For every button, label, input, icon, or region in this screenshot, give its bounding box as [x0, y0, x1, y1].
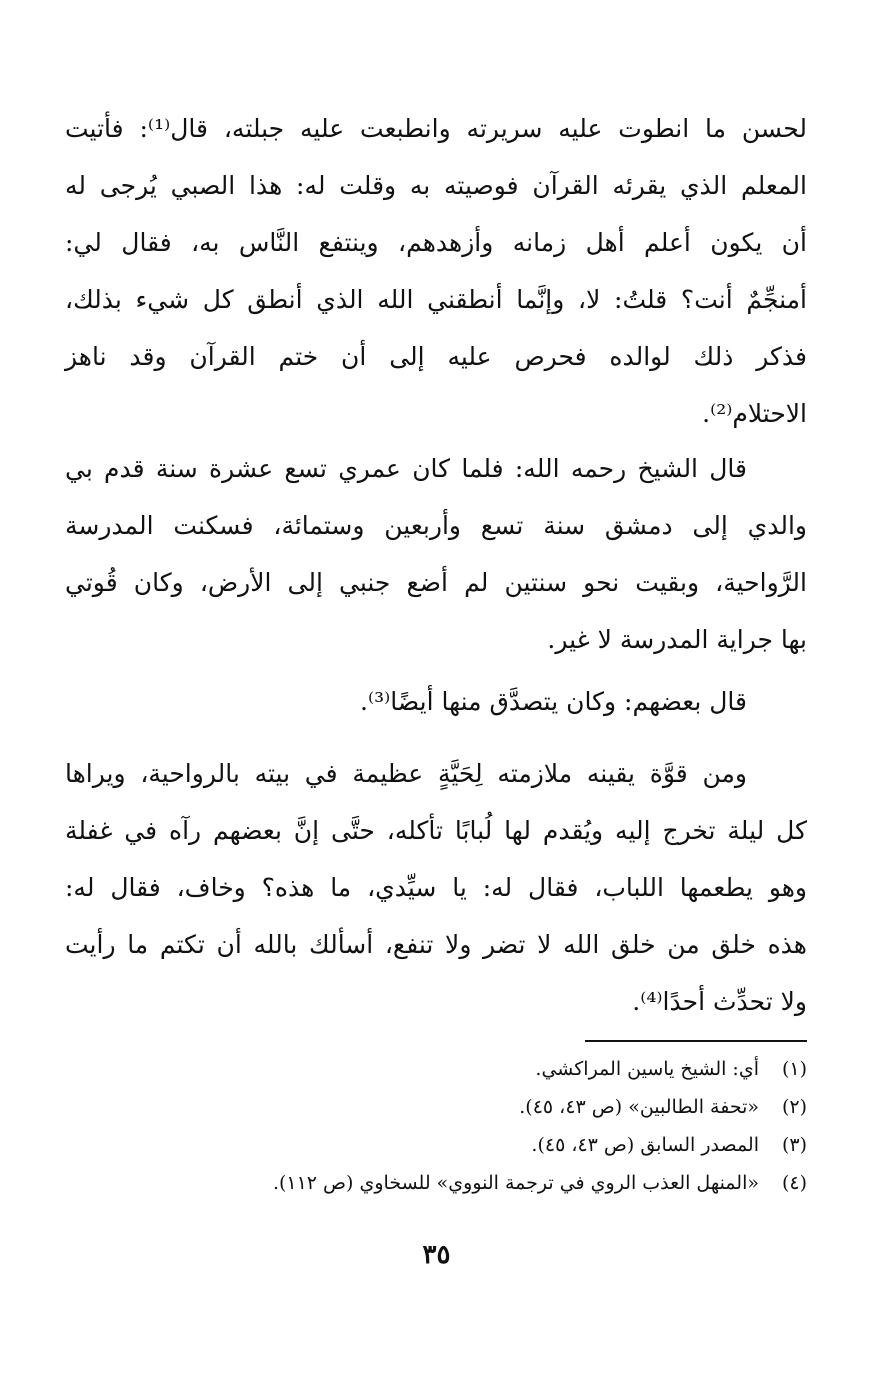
- footnote-text: «المنهل العذب الروي في ترجمة النووي» للسخاوي (ص ١١٢).: [272, 1172, 759, 1194]
- text-line: أن يكون أعلم أهل زمانه وأزهدهم، وينتفع النَّاس به، فقال لي:: [65, 228, 807, 257]
- text-line: لحسن ما انطوت عليه سريرته وانطبعت عليه جبلته، قال⁽¹⁾: فأتيت: [65, 114, 807, 143]
- text-line: والدي إلى دمشق سنة تسع وأربعين وستمائة، فسكنت المدرسة: [65, 511, 807, 540]
- footnote-text: المصدر السابق (ص ٤٣، ٤٥).: [531, 1134, 759, 1156]
- text-line: ومن قوَّة يقينه ملازمته لِحَيَّةٍ عظيمة في بيته بالرواحية، ويراها: [65, 759, 747, 788]
- footnote-number: (٣): [781, 1134, 807, 1156]
- footnote: [65, 1164, 807, 1202]
- body-paragraph: [65, 100, 807, 442]
- text-line: ولا تحدِّث أحدًا⁽⁴⁾.: [632, 987, 807, 1016]
- text-line: الرَّواحية، وبقيت نحو سنتين لم أضع جنبي إلى الأرض، وكان قُوتي: [65, 568, 807, 597]
- text-line: أمنجِّمٌ أنت؟ قلتُ: لا، وإنَّما أنطقني الله الذي أنطق كل شيء بذلك،: [65, 285, 807, 314]
- footnotes: [65, 1050, 807, 1202]
- footnote-number: (٢): [781, 1096, 807, 1118]
- footnote: [65, 1088, 807, 1126]
- footnote-separator: [585, 1040, 807, 1042]
- text-line: الاحتلام⁽²⁾.: [702, 399, 807, 428]
- footnote-text: أي: الشيخ ياسين المراكشي.: [535, 1058, 759, 1080]
- body-paragraph: [65, 673, 807, 730]
- footnote: [65, 1050, 807, 1088]
- text-line: وهو يطعمها اللباب، فقال له: يا سيِّدي، ما هذه؟ وخاف، فقال له:: [65, 873, 807, 902]
- footnote-text: «تحفة الطالبين» (ص ٤٣، ٤٥).: [519, 1096, 759, 1118]
- text-line: كل ليلة تخرج إليه ويُقدم لها لُبابًا تأكله، حتَّى إنَّ بعضهم رآه في غفلة: [65, 816, 807, 845]
- footnote-number: (١): [781, 1058, 807, 1080]
- page-number: ٣٥: [422, 1240, 451, 1270]
- text-line: هذه خلق من خلق الله لا تضر ولا تنفع، أسألك بالله أن تكتم ما رأيت: [65, 930, 807, 959]
- text-line: فذكر ذلك لوالده فحرص عليه إلى أن ختم القرآن وقد ناهز: [65, 342, 808, 371]
- footnote-number: (٤): [781, 1172, 807, 1194]
- text-line: قال الشيخ رحمه الله: فلما كان عمري تسع عشرة سنة قدم بي: [65, 454, 747, 483]
- text-line: المعلم الذي يقرئه القرآن فوصيته به وقلت له: هذا الصبي يُرجى له: [65, 171, 807, 200]
- text-line: قال بعضهم: وكان يتصدَّق منها أيضًا⁽³⁾.: [360, 687, 747, 716]
- body-paragraph: [65, 745, 807, 1030]
- body-paragraph: [65, 440, 807, 668]
- text-line: بها جراية المدرسة لا غير.: [547, 625, 807, 654]
- footnote: [65, 1126, 807, 1164]
